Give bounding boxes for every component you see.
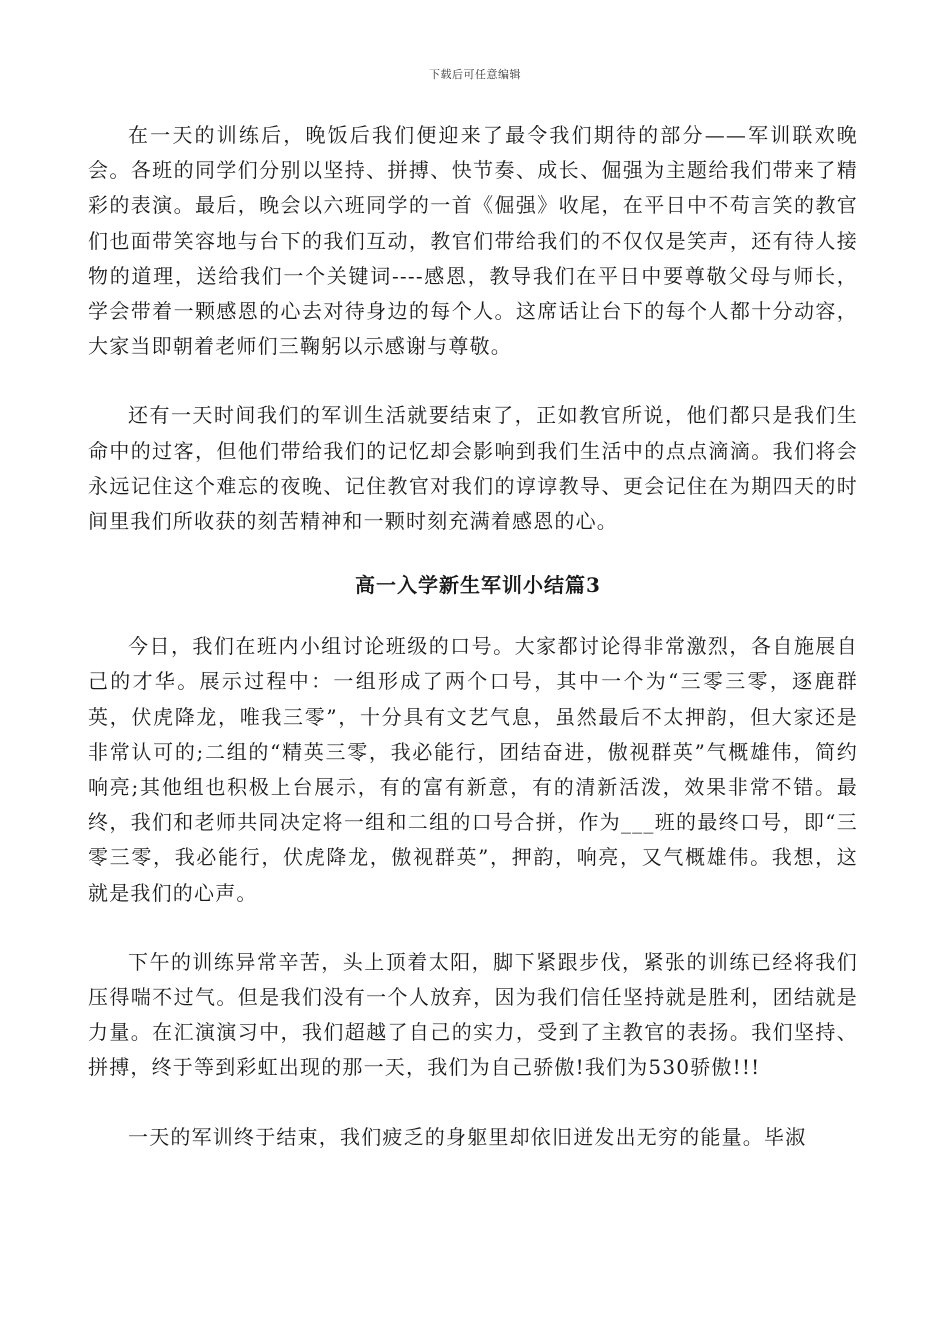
paragraph-ending: 还有一天时间我们的军训生活就要结束了，正如教官所说，他们都只是我们生命中的过客，但他们带给我们的记忆却会影响到我们生活中的点点滴滴。我们将会永远记住这个难忘的夜晚、记住教官对我们的谆谆教导、更会记住在为期四天的时间里我们所收获的刻苦精神和一颗时刻充满着感恩的心。	[88, 403, 858, 534]
paragraph-final: 一天的军训终于结束，我们疲乏的身躯里却依旧迸发出无穷的能量。毕淑	[128, 1124, 807, 1149]
section-title: 高一入学新生军训小结篇3	[355, 573, 601, 598]
paragraph-afternoon: 下午的训练异常辛苦，头上顶着太阳，脚下紧跟步伐，紧张的训练已经将我们压得喘不过气。但是我们没有一个人放弃，因为我们信任坚持就是胜利，团结就是力量。在汇演演习中，我们超越了自己的实力，受到了主教官的表扬。我们坚持、拼搏，终于等到彩虹出现的那一天，我们为自己骄傲!我们为530骄傲!!!	[88, 949, 858, 1080]
document-body	[88, 118, 858, 1155]
header-note: 下载后可任意编辑	[429, 68, 521, 81]
paragraph-slogan: 今日，我们在班内小组讨论班级的口号。大家都讨论得非常激烈，各自施展自己的才华。展示过程中：一组形成了两个口号，其中一个为“三零三零，逐鹿群英，伏虎降龙，唯我三零”，十分具有文艺气息，虽然最后不太押韵，但大家还是非常认可的;二组的“精英三零，我必能行，团结奋进，傲视群英”气概雄伟，简约响亮;其他组也积极上台展示，有的富有新意，有的清新活泼，效果非常不错。最终，我们和老师共同决定将一组和二组的口号合拼，作为___班的最终口号，即“三零三零，我必能行，伏虎降龙，傲视群英”，押韵，响亮，又气概雄伟。我想，这就是我们的心声。	[88, 634, 858, 905]
paragraph-gala: 在一天的训练后，晚饭后我们便迎来了最令我们期待的部分——军训联欢晚会。各班的同学们分别以坚持、拼搏、快节奏、成长、倔强为主题给我们带来了精彩的表演。最后，晚会以六班同学的一首《倔强》收尾，在平日中不苟言笑的教官们也面带笑容地与台下的我们互动，教官们带给我们的不仅仅是笑声，还有待人接物的道理，送给我们一个关键词----感恩，教导我们在平日中要尊敬父母与师长，学会带着一颗感恩的心去对待身边的每个人。这席话让台下的每个人都十分动容，大家当即朝着老师们三鞠躬以示感谢与尊敬。	[88, 123, 858, 359]
